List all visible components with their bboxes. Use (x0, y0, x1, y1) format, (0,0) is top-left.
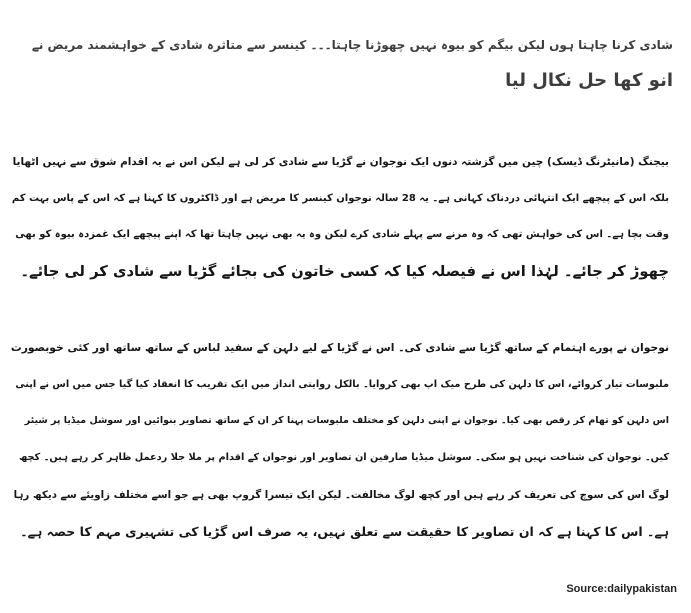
paragraph-line: لوگ اس کی سوچ کی تعریف کر رہے ہیں اور کچھ لوگ مخالفت۔ لیکن ایک تیسرا گروپ بھی ہے جو اسے مختلف زاویئے سے دیکھ رہا (13, 488, 669, 501)
paragraph-line: چھوڑ کر جائے۔ لہٰذا اس نے فیصلہ کیا کہ کسی خاتون کی بجائے گڑیا سے شادی کر لی جائے۔ (20, 263, 669, 281)
paragraph-2 (10, 330, 669, 550)
paragraph-line: ہے۔ اس کا کہنا ہے کہ ان تصاویر کا حقیقت سے تعلق نہیں، یہ صرف اس گڑیا کی تشہیری مہم کا حصہ ہے۔ (20, 523, 669, 539)
paragraph-line: بیجنگ (مانیٹرنگ ڈیسک) چین میں گزشتہ دنوں ایک نوجوان نے گڑیا سے شادی کر لی ہے لیکن اس نے یہ اقدام شوق سے نہیں اٹھایا (12, 156, 669, 168)
paragraph-line: ملبوسات تیار کروائے، اس کا دلہن کی طرح میک اپ بھی کروایا۔ بالکل روایتی انداز میں ایک تقریب کا انعقاد کیا گیا جس میں اس نے اپنی (15, 378, 669, 390)
paragraph-line: بلکہ اس کے پیچھے ایک انتہائی دردناک کہانی ہے۔ یہ 28 سالہ نوجوان کینسر کا مریض ہے اور ڈاکٹروں کا کہنا ہے کہ اس کے پاس بہت کم (11, 192, 669, 204)
title-line: شادی کرنا چاہتا ہوں لیکن بیگم کو بیوہ نہیں چھوڑنا چاہتا۔۔۔ کینسر سے متاثرہ شادی کے خواہشمند مریض نے (31, 38, 673, 52)
article-title (30, 28, 673, 98)
paragraph-line: اس دلہن کو تھام کر رقص بھی کیا۔ نوجوان نے اپنی دلہن کو مختلف ملبوسات پہنا کر ان کے ساتھ تصاویر بنوائیں اور سوشل میڈیا پر شیئر (24, 415, 669, 427)
paragraph-1 (10, 144, 669, 291)
paragraph-line: نوجوان نے پورے اہتمام کے ساتھ گڑیا سے شادی کی۔ اس نے گڑیا کے لیے دلہن کے سفید لباس کے ساتھ ساتھ اور کئی خوبصورت (10, 341, 669, 354)
source-credit: Source:dailypakistan (566, 583, 677, 595)
paragraph-line: کیں۔ نوجوان کی شناخت نہیں ہو سکی۔ سوشل میڈیا صارفین ان تصاویر اور نوجوان کے اقدام پر ملا جلا ردعمل ظاہر کر رہے ہیں۔ کچھ (18, 452, 669, 464)
title-line: انو کھا حل نکال لیا (505, 70, 673, 91)
paragraph-line: وقت بچا ہے۔ اس کی خواہش تھی کہ وہ مرنے سے پہلے شادی کرے لیکن وہ یہ بھی نہیں چاہتا تھا کہ اپنے پیچھے ایک غمزدہ بیوہ کو بھی (15, 229, 669, 241)
